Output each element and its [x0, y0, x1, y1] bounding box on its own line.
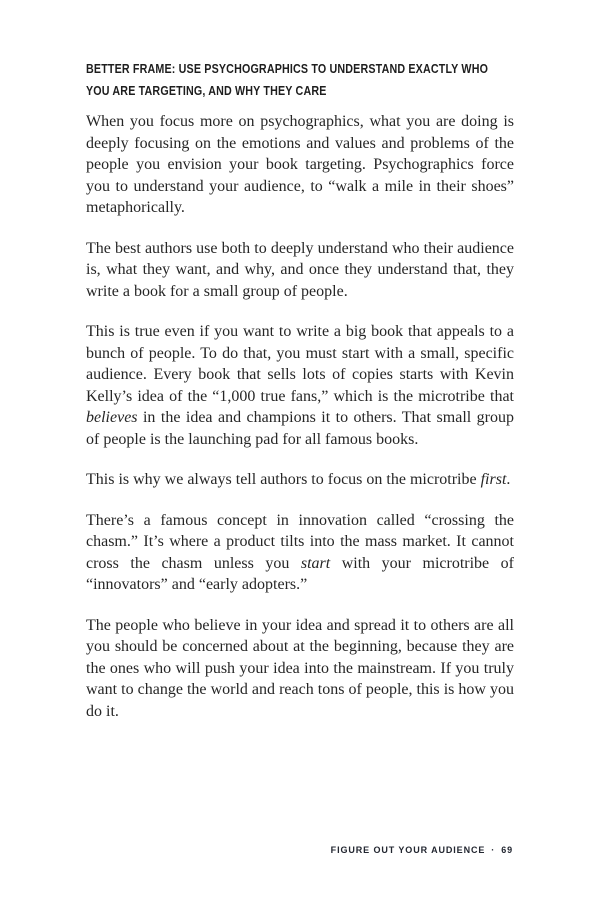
page-footer	[331, 845, 513, 855]
paragraph: This is why we always tell authors to focus on the microtribe first.	[86, 471, 511, 488]
footer-separator: ·	[491, 845, 496, 855]
running-title: FIGURE OUT YOUR AUDIENCE	[330, 845, 486, 855]
paragraph: This is true even if you want to write a big book that appeals to a bunch of people. To do that, you must start with a small, specific audience. Every book that sells lots of copies starts with Kevin Kelly’s idea of the “1,000 true fans,” which is the microtribe that believes in the idea and champions it to others. That small group of people is the launching pad for all famous books.	[86, 323, 514, 448]
paragraph: When you focus more on psychographics, what you are doing is deeply focusing on the emotions and values and problems of the people you envision your book targeting. Psychographics force you to understand your audience, to “walk a mile in their shoes” metaphorically.	[86, 113, 514, 216]
section-heading: BETTER FRAME: USE PSYCHOGRAPHICS TO UNDERSTAND EXACTLY WHO YOU ARE TARGETING, AND WHY THEY CARE	[86, 61, 489, 98]
paragraph: The best authors use both to deeply understand who their audience is, what they want, and why, and once they understand that, they write a book for a small group of people.	[86, 239, 514, 300]
text-block	[86, 58, 514, 722]
paragraph: The people who believe in your idea and spread it to others are all you should be concerned about at the beginning, because they are the ones who will push your idea into the mainstream. If you truly want to change the world and reach tons of people, this is how you do it.	[86, 616, 514, 720]
paragraph: There’s a famous concept in innovation called “crossing the chasm.” It’s where a product tilts into the mass market. It cannot cross the chasm unless you start with your microtribe of “innovators” and “early adopters.”	[86, 511, 514, 593]
page-number: 69	[501, 845, 513, 855]
